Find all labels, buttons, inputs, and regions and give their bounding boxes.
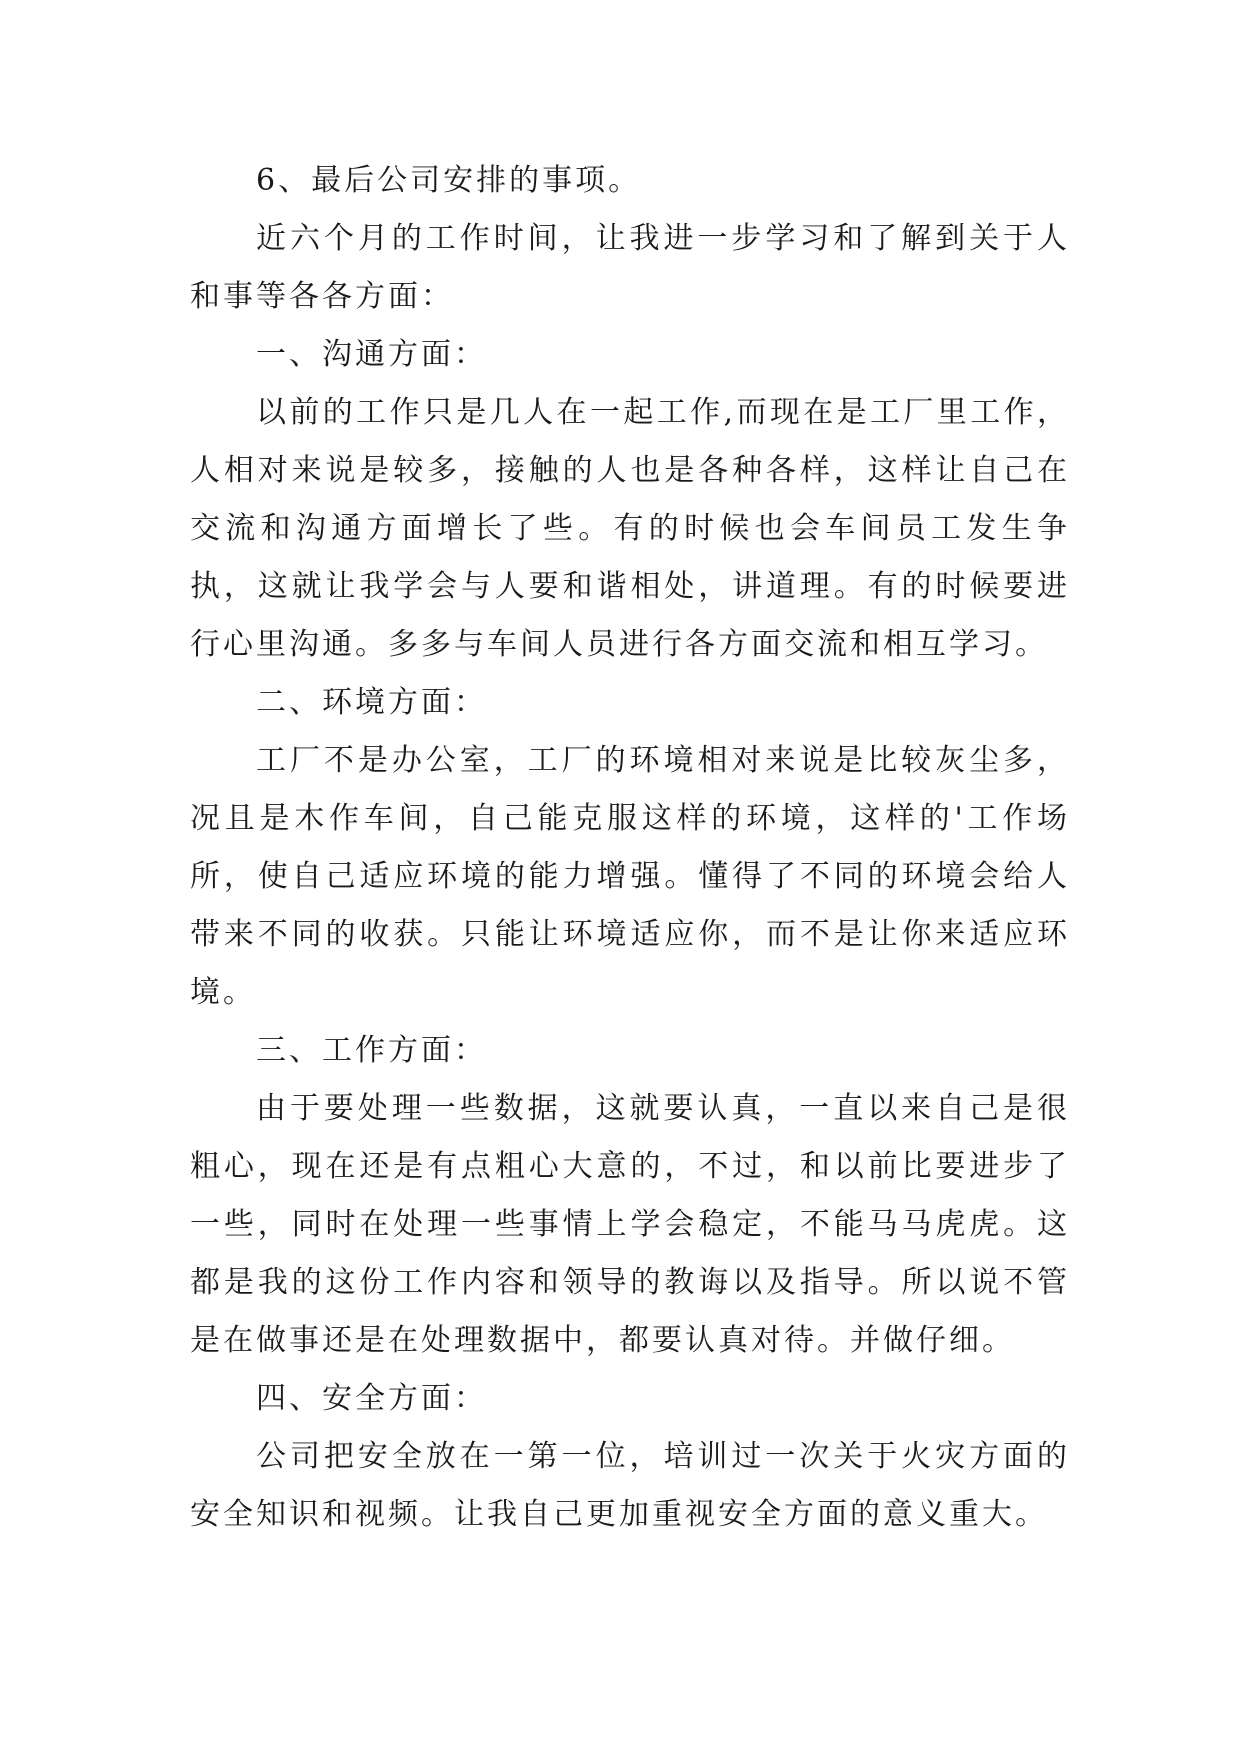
- paragraph: 近六个月的工作时间，让我进一步学习和了解到关于人和事等各各方面：: [190, 221, 1070, 314]
- document-body: [190, 152, 1070, 1544]
- paragraph: 工厂不是办公室，工厂的环境相对来说是比较灰尘多，况且是木作车间，自己能克服这样的环境，这样的'工作场所，使自己适应环境的能力增强。懂得了不同的环境会给人带来不同的收获。只能让环境适应你，而不是让你来适应环境。: [190, 743, 1070, 1010]
- list-item: 6、最后公司安排的事项。: [256, 163, 642, 198]
- paragraph: 公司把安全放在一第一位，培训过一次关于火灾方面的安全知识和视频。让我自己更加重视安全方面的意义重大。: [190, 1439, 1070, 1532]
- section-heading: 二、环境方面：: [256, 685, 487, 720]
- section-heading: 三、工作方面：: [256, 1033, 487, 1068]
- paragraph: 以前的工作只是几人在一起工作,而现在是工厂里工作，人相对来说是较多，接触的人也是各种各样，这样让自己在交流和沟通方面增长了些。有的时候也会车间员工发生争执，这就让我学会与人要和谐相处，讲道理。有的时候要进行心里沟通。多多与车间人员进行各方面交流和相互学习。: [190, 395, 1070, 662]
- section-heading: 四、安全方面：: [256, 1381, 487, 1416]
- section-heading: 一、沟通方面：: [256, 337, 487, 372]
- paragraph: 由于要处理一些数据，这就要认真，一直以来自己是很粗心，现在还是有点粗心大意的，不过，和以前比要进步了一些，同时在处理一些事情上学会稳定，不能马马虎虎。这都是我的这份工作内容和领导的教诲以及指导。所以说不管是在做事还是在处理数据中，都要认真对待。并做仔细。: [190, 1091, 1070, 1358]
